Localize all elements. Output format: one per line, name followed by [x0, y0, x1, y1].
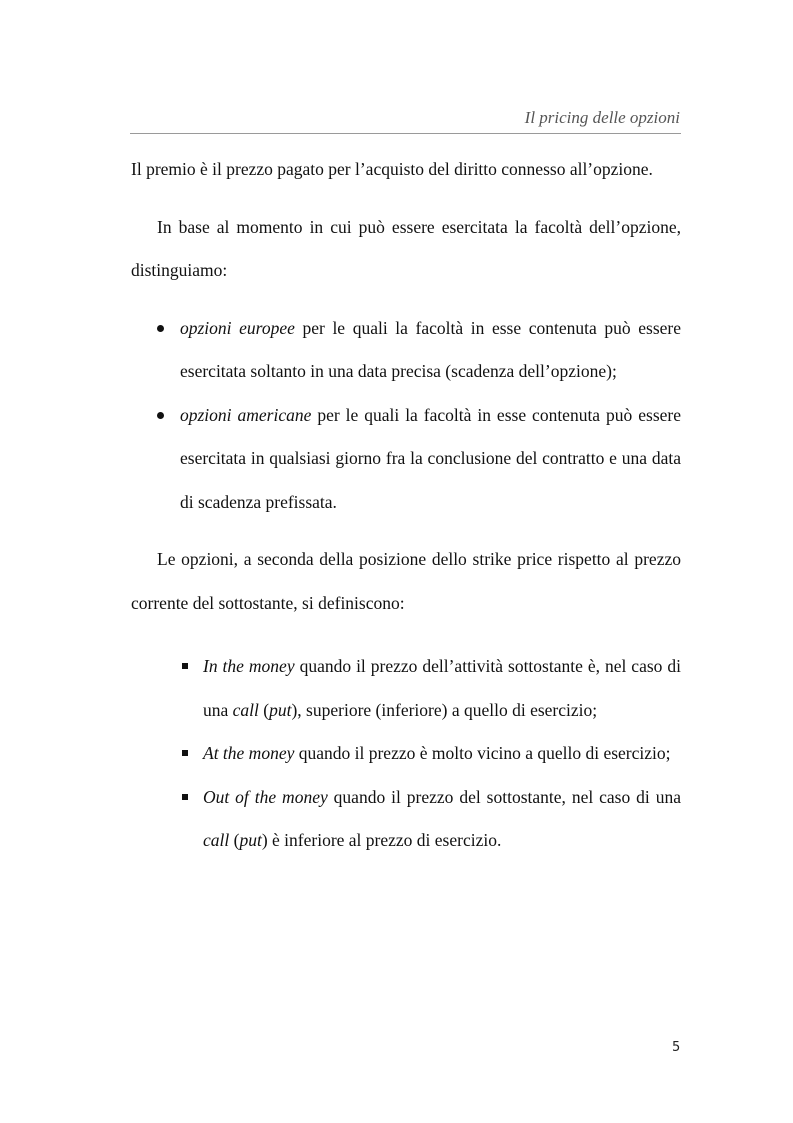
list-item-european-options [131, 307, 681, 394]
bullet-icon [157, 412, 164, 419]
square-bullet-icon [182, 750, 188, 756]
list-item-in-the-money [131, 645, 681, 732]
page-number: 5 [672, 1040, 681, 1055]
paragraph-exercise-intro: In base al momento in cui può essere esercitata la facoltà dell’opzione, distinguiamo: [131, 216, 681, 280]
bullet-icon [157, 325, 164, 332]
list-item-out-of-the-money [131, 776, 681, 863]
out-of-the-money-text-part1: quando il prezzo del sottostante, nel caso di una [327, 786, 681, 807]
term-call: call [232, 699, 259, 720]
open-parenthesis: ( [258, 699, 270, 720]
in-the-money-text-part1: quando il prezzo dell’attività sottostante è, nel caso di una [203, 656, 681, 720]
term-put: put [269, 699, 292, 720]
out-of-the-money-text-part2: ) è inferiore al prezzo di esercizio. [261, 830, 502, 850]
term-out-of-the-money: Out of the money [203, 786, 328, 807]
paragraph-moneyness-intro: Le opzioni, a seconda della posizione dello strike price rispetto al prezzo corrente del sottostante, si definiscono: [131, 549, 681, 613]
in-the-money-text-part2: ), superiore (inferiore) a quello di esercizio; [291, 699, 598, 720]
term-european-options: opzioni europee [180, 317, 295, 338]
european-options-description: per le quali la facoltà in esse contenuta può essere esercitata soltanto in una data precisa (scadenza dell’opzione); [180, 317, 682, 381]
option-types-list [131, 307, 681, 525]
paragraph-premium-definition: Il premio è il prezzo pagato per l’acquisto del diritto connesso all’opzione. [131, 159, 653, 179]
at-the-money-text: quando il prezzo è molto vicino a quello di esercizio; [294, 743, 671, 763]
square-bullet-icon [182, 794, 188, 800]
open-parenthesis: ( [229, 830, 240, 850]
moneyness-list [131, 645, 681, 863]
term-american-options: opzioni americane [180, 404, 312, 425]
american-options-description: per le quali la facoltà in esse contenuta può essere esercitata in qualsiasi giorno fra la conclusione del contratto e una data di scadenza prefissata. [180, 404, 681, 512]
term-in-the-money: In the money [203, 656, 295, 676]
page-body [131, 148, 681, 863]
list-item-at-the-money [131, 732, 681, 776]
running-header-title: Il pricing delle opzioni [524, 108, 680, 127]
term-put: put [239, 830, 262, 850]
header-divider [130, 133, 681, 134]
term-call: call [203, 830, 230, 850]
square-bullet-icon [182, 663, 188, 669]
list-item-american-options [131, 394, 681, 525]
term-at-the-money: At the money [203, 743, 295, 763]
